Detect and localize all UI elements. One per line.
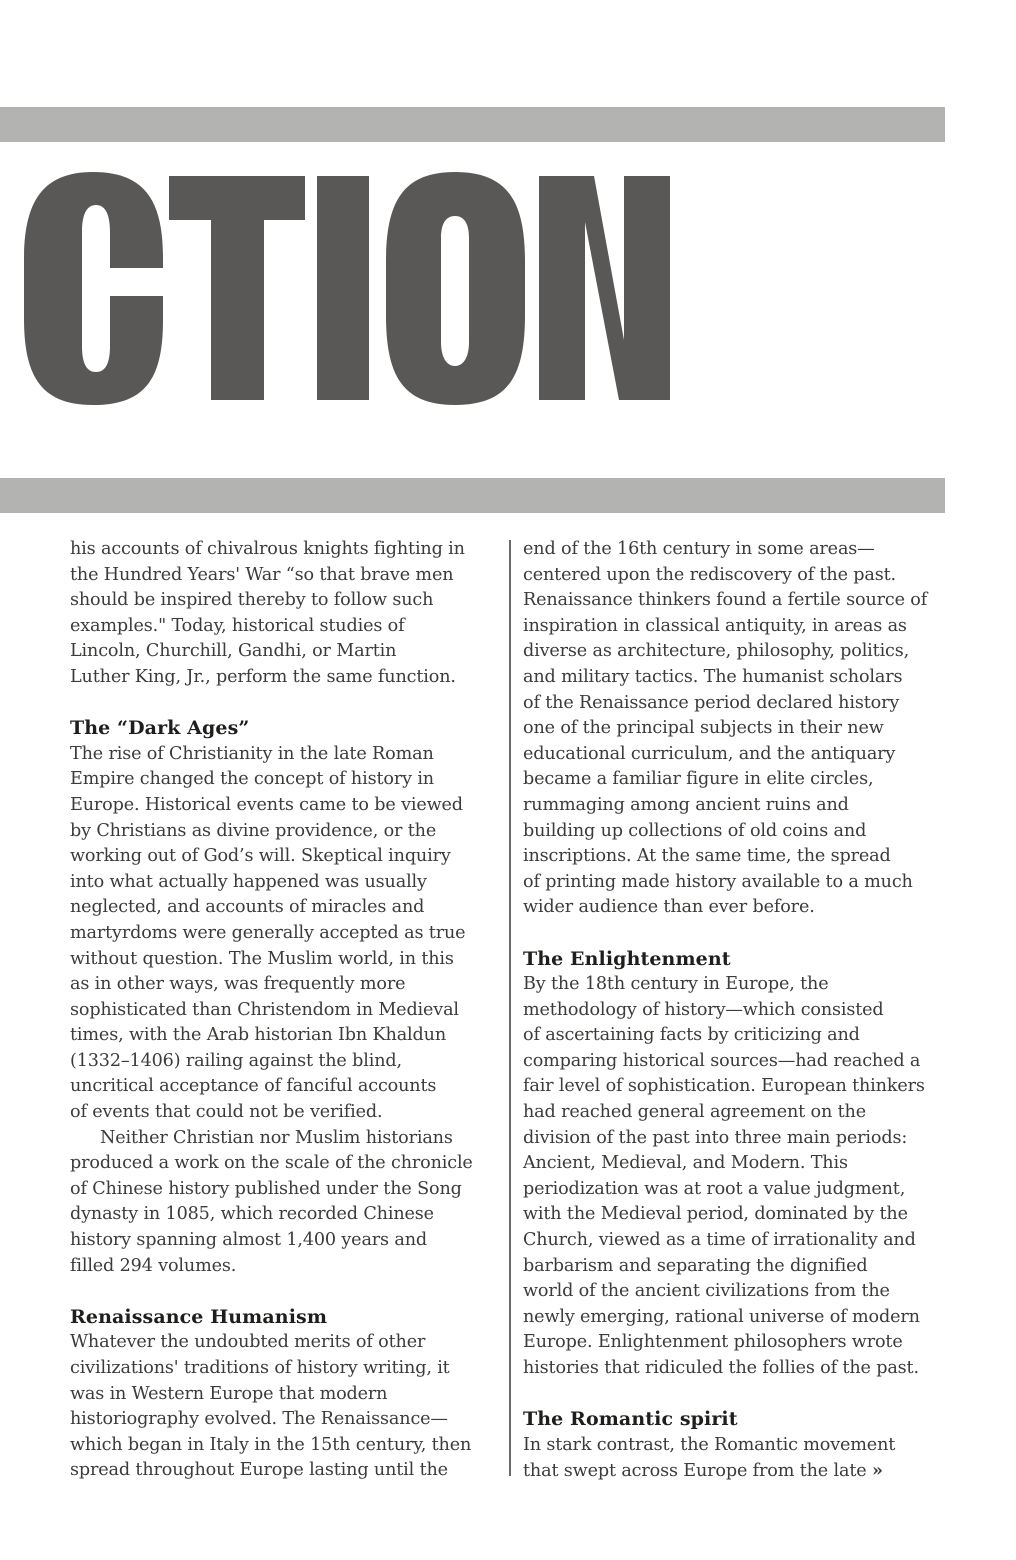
text-line: of the Renaissance period declared history [523, 692, 900, 713]
renaissance-continued-paragraph [523, 537, 953, 921]
text-line: of Chinese history published under the Song [70, 1178, 462, 1199]
dark-ages-paragraph-1 [70, 742, 500, 1126]
text-line: of events that could not be verified. [70, 1102, 383, 1123]
text-line: examples." Today, historical studies of [70, 615, 405, 636]
text-line: that swept across Europe from the late [523, 1461, 867, 1482]
headline-text: CTION [0, 0, 4, 1]
text-line: civilizations' traditions of history writing, it [70, 1358, 450, 1378]
text-line: without question. The Muslim world, in this [70, 948, 454, 969]
headline-ction [0, 0, 700, 420]
text-line: Renaissance thinkers found a fertile source of [523, 590, 928, 611]
bottom-decorative-bar [0, 478, 945, 513]
text-line: Church, viewed as a time of irrationality and [523, 1230, 916, 1251]
text-line: Europe. Enlightenment philosophers wrote [523, 1332, 903, 1353]
text-line: wider audience than ever before. [523, 897, 815, 918]
section-heading-romantic-spirit: The Romantic spirit [523, 1408, 738, 1431]
text-line: spread throughout Europe lasting until the [70, 1460, 448, 1481]
section-heading-enlightenment: The Enlightenment [523, 947, 731, 970]
text-line: historiography evolved. The Renaissance— [70, 1409, 448, 1430]
dark-ages-paragraph-2 [70, 1126, 500, 1280]
text-line: By the 18th century in Europe, the [523, 974, 829, 995]
text-line: Neither Christian nor Muslim historians [100, 1127, 453, 1148]
text-line: centered upon the rediscovery of the past. [523, 564, 896, 585]
text-line: inscriptions. At the same time, the spread [523, 846, 891, 867]
left-column [70, 537, 500, 1484]
text-line: periodization was at root a value judgment, [523, 1178, 906, 1199]
text-line: into what actually happened was usually [70, 871, 427, 892]
text-line: In stark contrast, the Romantic movement [523, 1434, 896, 1455]
headline-letter-o [386, 172, 525, 405]
romantic-paragraph [523, 1433, 953, 1484]
text-line: which began in Italy in the 15th century, then [70, 1434, 472, 1455]
headline-letter-n [539, 176, 670, 400]
renaissance-paragraph [70, 1330, 500, 1484]
text-line: (1332–1406) railing against the blind, [70, 1050, 402, 1071]
text-line: Europe. Historical events came to be viewed [70, 794, 463, 815]
section-heading-dark-ages: The “Dark Ages” [70, 717, 250, 740]
text-line: and military tactics. The humanist scholars [523, 666, 903, 687]
text-line: diverse as architecture, philosophy, politics, [523, 641, 910, 662]
text-line: Lincoln, Churchill, Gandhi, or Martin [70, 641, 397, 662]
text-line: division of the past into three main periods: [523, 1127, 908, 1148]
text-line: history spanning almost 1,400 years and [70, 1230, 427, 1251]
text-line: neglected, and accounts of miracles and [70, 897, 425, 918]
headline-letter-c [24, 172, 163, 405]
text-line: as in other ways, was frequently more [70, 974, 406, 995]
text-line: comparing historical sources—had reached a [523, 1050, 921, 1071]
text-line: dynasty in 1085, which recorded Chinese [70, 1204, 434, 1225]
text-line: The rise of Christianity in the late Roman [70, 743, 434, 764]
text-line: was in Western Europe that modern [70, 1383, 388, 1404]
text-line: produced a work on the scale of the chronicle [70, 1153, 473, 1174]
text-line: histories that ridiculed the follies of the past. [523, 1358, 919, 1378]
text-line: uncritical acceptance of fanciful accounts [70, 1076, 437, 1097]
text-line: end of the 16th century in some areas— [523, 539, 875, 559]
text-line: rummaging among ancient ruins and [523, 794, 849, 815]
intro-paragraph [70, 537, 500, 691]
text-line: world of the ancient civilizations from the [523, 1281, 890, 1302]
text-line: filled 294 volumes. [70, 1255, 237, 1276]
text-line: educational curriculum, and the antiquary [523, 743, 896, 764]
enlightenment-paragraph [523, 972, 953, 1382]
text-line: should be inspired thereby to follow such [70, 590, 434, 611]
text-line: fair level of sophistication. European thinkers [523, 1076, 925, 1097]
text-line: Whatever the undoubted merits of other [70, 1332, 426, 1353]
text-line: had reached general agreement on the [523, 1102, 866, 1123]
text-line: times, with the Arab historian Ibn Khaldun [70, 1025, 447, 1046]
text-line: methodology of history—which consisted [523, 999, 884, 1020]
headline-letter-i [317, 176, 369, 400]
text-line: Luther King, Jr., perform the same function. [70, 666, 456, 687]
text-line: Empire changed the concept of history in [70, 769, 434, 790]
column-divider [509, 540, 511, 1476]
text-line: building up collections of old coins and [523, 820, 867, 841]
text-line: working out of God’s will. Skeptical inquiry [70, 846, 451, 867]
headline-letter-t [169, 176, 305, 400]
top-decorative-bar [0, 107, 945, 142]
text-line: with the Medieval period, dominated by the [523, 1204, 908, 1225]
text-line: his accounts of chivalrous knights fighting in [70, 539, 465, 559]
text-line: the Hundred Years' War “so that brave men [70, 564, 454, 585]
text-line-last [523, 1458, 953, 1484]
text-line: barbarism and separating the dignified [523, 1255, 868, 1276]
continue-arrow-icon: » [871, 1460, 883, 1482]
text-line: martyrdoms were generally accepted as true [70, 922, 466, 943]
text-line: newly emerging, rational universe of modern [523, 1306, 920, 1327]
text-line: inspiration in classical antiquity, in areas as [523, 615, 907, 636]
text-line: sophisticated than Christendom in Medieval [70, 999, 459, 1020]
text-line: Ancient, Medieval, and Modern. This [523, 1153, 848, 1174]
text-line: by Christians as divine providence, or the [70, 820, 437, 841]
text-line: of printing made history available to a much [523, 871, 913, 892]
text-line: became a familiar figure in elite circles, [523, 769, 874, 790]
text-line: one of the principal subjects in their new [523, 718, 884, 739]
text-line: of ascertaining facts by criticizing and [523, 1025, 860, 1046]
right-column [523, 537, 953, 1484]
section-heading-renaissance-humanism: Renaissance Humanism [70, 1305, 328, 1328]
